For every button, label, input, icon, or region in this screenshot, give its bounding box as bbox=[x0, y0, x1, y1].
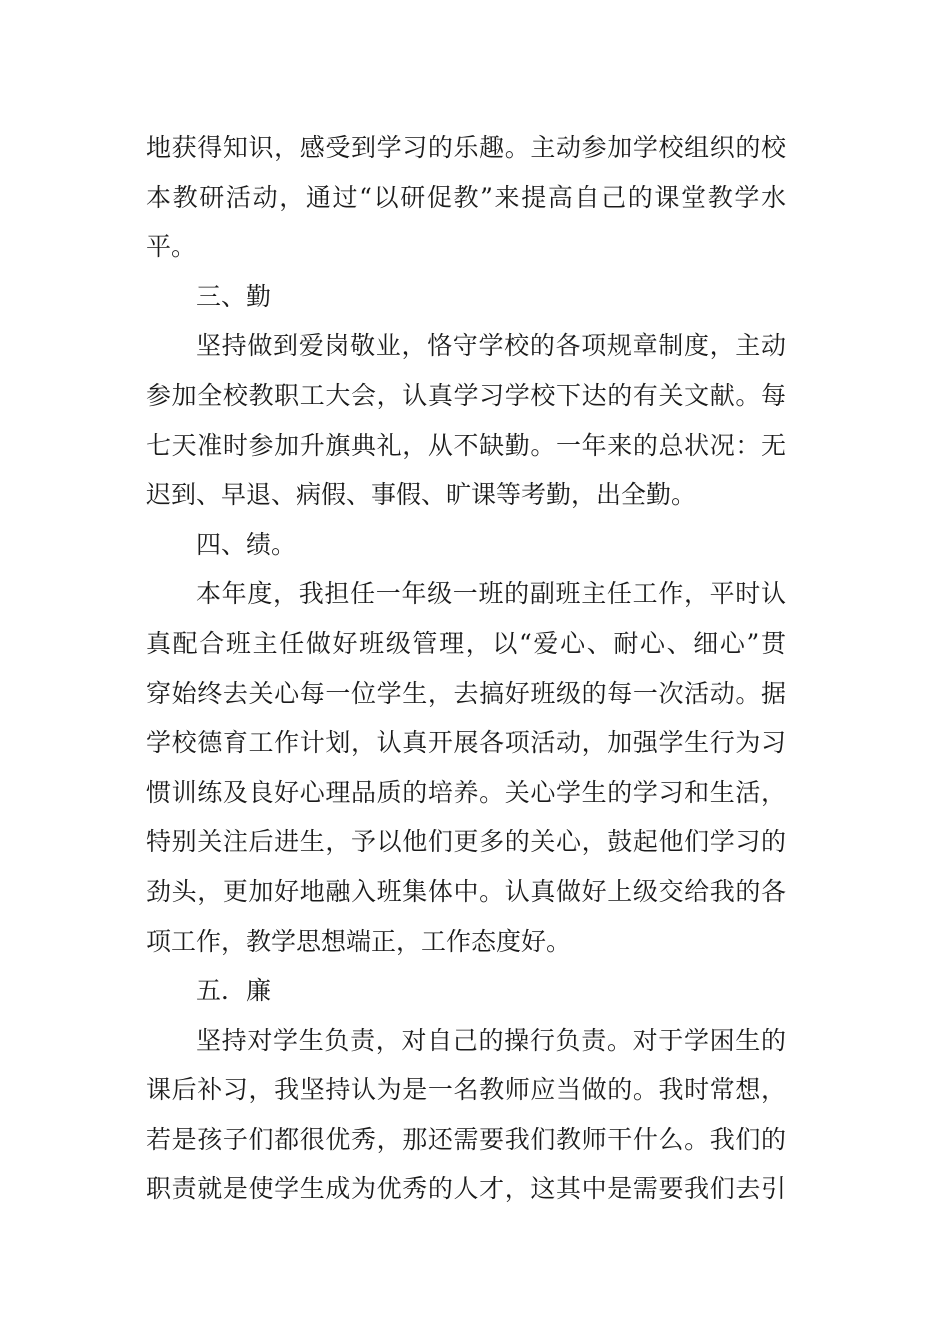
text-line: 学校德育工作计划，认真开展各项活动，加强学生行为习 bbox=[146, 728, 786, 758]
text-line: 坚持做到爱岗敬业，恪守学校的各项规章制度，主动 bbox=[196, 331, 786, 361]
text-line: 坚持对学生负责，对自己的操行负责。对于学困生的 bbox=[196, 1025, 786, 1055]
text-line: 七天准时参加升旗典礼，从不缺勤。一年来的总状况：无 bbox=[146, 430, 786, 460]
text-line: 迟到、早退、病假、事假、旷课等考勤，出全勤。 bbox=[146, 480, 697, 510]
text-line: 地获得知识，感受到学习的乐趣。主动参加学校组织的校 bbox=[146, 133, 786, 162]
text-line: 特别关注后进生，予以他们更多的关心，鼓起他们学习的 bbox=[146, 827, 786, 857]
text-line: 五．廉 bbox=[196, 976, 272, 1006]
text-line: 平。 bbox=[146, 232, 197, 262]
text-line: 真配合班主任做好班级管理，以“爱心、耐心、细心”贯 bbox=[146, 628, 786, 658]
text-line: 惯训练及良好心理品质的培养。关心学生的学习和生活， bbox=[146, 777, 786, 807]
text-line: 课后补习，我坚持认为是一名教师应当做的。我时常想， bbox=[146, 1075, 786, 1105]
text-line: 四、绩。 bbox=[196, 529, 297, 559]
text-line: 职责就是使学生成为优秀的人才，这其中是需要我们去引 bbox=[146, 1174, 786, 1204]
text-line: 本教研活动，通过“以研促教”来提高自己的课堂教学水 bbox=[146, 182, 786, 212]
text-line: 若是孩子们都很优秀，那还需要我们教师干什么。我们的 bbox=[146, 1124, 786, 1154]
text-line: 参加全校教职工大会，认真学习学校下达的有关文献。每 bbox=[146, 380, 786, 410]
document-body bbox=[146, 123, 786, 1214]
text-line: 三、勤 bbox=[196, 281, 272, 311]
text-line: 穿始终去关心每一位学生，去搞好班级的每一次活动。据 bbox=[146, 678, 786, 708]
text-line: 劲头，更加好地融入班集体中。认真做好上级交给我的各 bbox=[146, 876, 786, 906]
text-line: 本年度，我担任一年级一班的副班主任工作，平时认 bbox=[196, 579, 786, 609]
text-line: 项工作，教学思想端正，工作态度好。 bbox=[146, 926, 572, 956]
